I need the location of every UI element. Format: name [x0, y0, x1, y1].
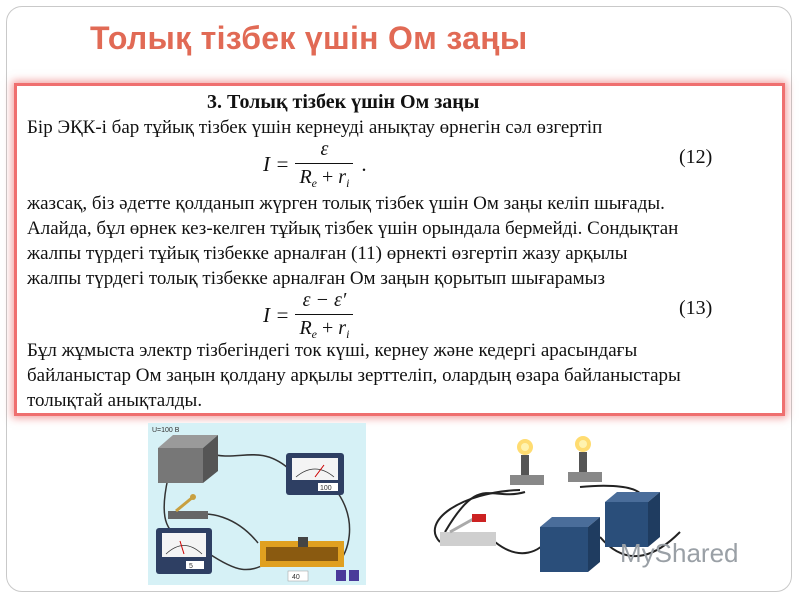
paragraph-line: жазсақ, біз әдетте қолданып жүрген толық тізбек үшін Ом заңы келіп шығады. — [27, 193, 665, 214]
equation-number-12: (12) — [679, 146, 713, 168]
formula-denominator — [299, 315, 349, 342]
battery-icon — [540, 517, 600, 572]
subscript-i: i — [346, 176, 350, 190]
meter-reading: 100 — [320, 485, 332, 492]
plus-sign: + — [316, 317, 339, 339]
formula-denominator — [299, 164, 349, 191]
formula-numerator: ε — [320, 138, 329, 160]
rheostat-reading: 40 — [292, 574, 300, 581]
document-excerpt — [14, 83, 785, 416]
circuit-simulation-image — [148, 423, 366, 585]
formula-lhs: I = — [263, 152, 290, 176]
paragraph-line: Алайда, бұл өрнек кез-келген тұйық тізбек үшін орындала бермейді. Сондықтан — [27, 218, 679, 239]
symbol-r: r — [338, 166, 347, 188]
paragraph-line: жалпы түрдегі толық тізбекке арналған Ом заңын қорытып шығарамыз — [27, 268, 605, 289]
rheostat-icon — [260, 537, 344, 581]
subscript-e: e — [311, 327, 317, 341]
formula-numerator: ε − ε′ — [302, 289, 347, 311]
control-button[interactable] — [349, 570, 359, 581]
switch-icon — [168, 494, 208, 519]
circuit-simulation-drawing — [148, 423, 366, 585]
formula-fraction — [295, 138, 353, 191]
formula-13 — [263, 289, 353, 342]
symbol-R: R — [299, 166, 312, 188]
paragraph-line: жалпы түрдегі тұйық тізбекке арналған (11) өрнекті өзгертіп жазу арқылы — [27, 243, 628, 264]
symbol-R: R — [299, 317, 312, 339]
formula-fraction — [295, 289, 353, 342]
section-heading: 3. Толық тізбек үшін Ом заңы — [207, 91, 480, 113]
paragraph-line: байланыстар Ом заңын қолдану арқылы зерттеліп, олардың өзара байланыстары — [27, 365, 681, 386]
formula-12 — [263, 138, 367, 191]
plus-sign: + — [316, 166, 339, 188]
battery-icon — [158, 435, 218, 483]
meter-reading: 5 — [189, 563, 193, 570]
voltmeter-icon — [286, 453, 344, 495]
formula-lhs: I = — [263, 303, 290, 327]
symbol-r: r — [338, 317, 347, 339]
equation-number-13: (13) — [679, 297, 713, 319]
formula-trailing-dot: . — [361, 152, 367, 176]
subscript-e: e — [311, 176, 317, 190]
control-button[interactable] — [336, 570, 346, 581]
paragraph-line: Бұл жұмыста электр тізбегіндегі ток күші, кернеу және кедергі арасындағы — [27, 340, 638, 361]
switch-icon — [440, 514, 496, 546]
watermark: MyShared — [620, 538, 739, 568]
voltage-caption: U=100 B — [152, 427, 180, 434]
lamp-icon — [568, 436, 602, 482]
paragraph-line: Бір ЭҚК-і бар тұйық тізбек үшін кернеуді анықтау өрнегін сәл өзгертіп — [27, 117, 603, 138]
paragraph-line: толықтай анықталды. — [27, 390, 203, 411]
subscript-i: i — [346, 327, 350, 341]
ammeter-icon — [156, 528, 212, 574]
slide-title: Толық тізбек үшін Ом заңы — [90, 20, 528, 56]
lamp-icon — [510, 439, 544, 485]
